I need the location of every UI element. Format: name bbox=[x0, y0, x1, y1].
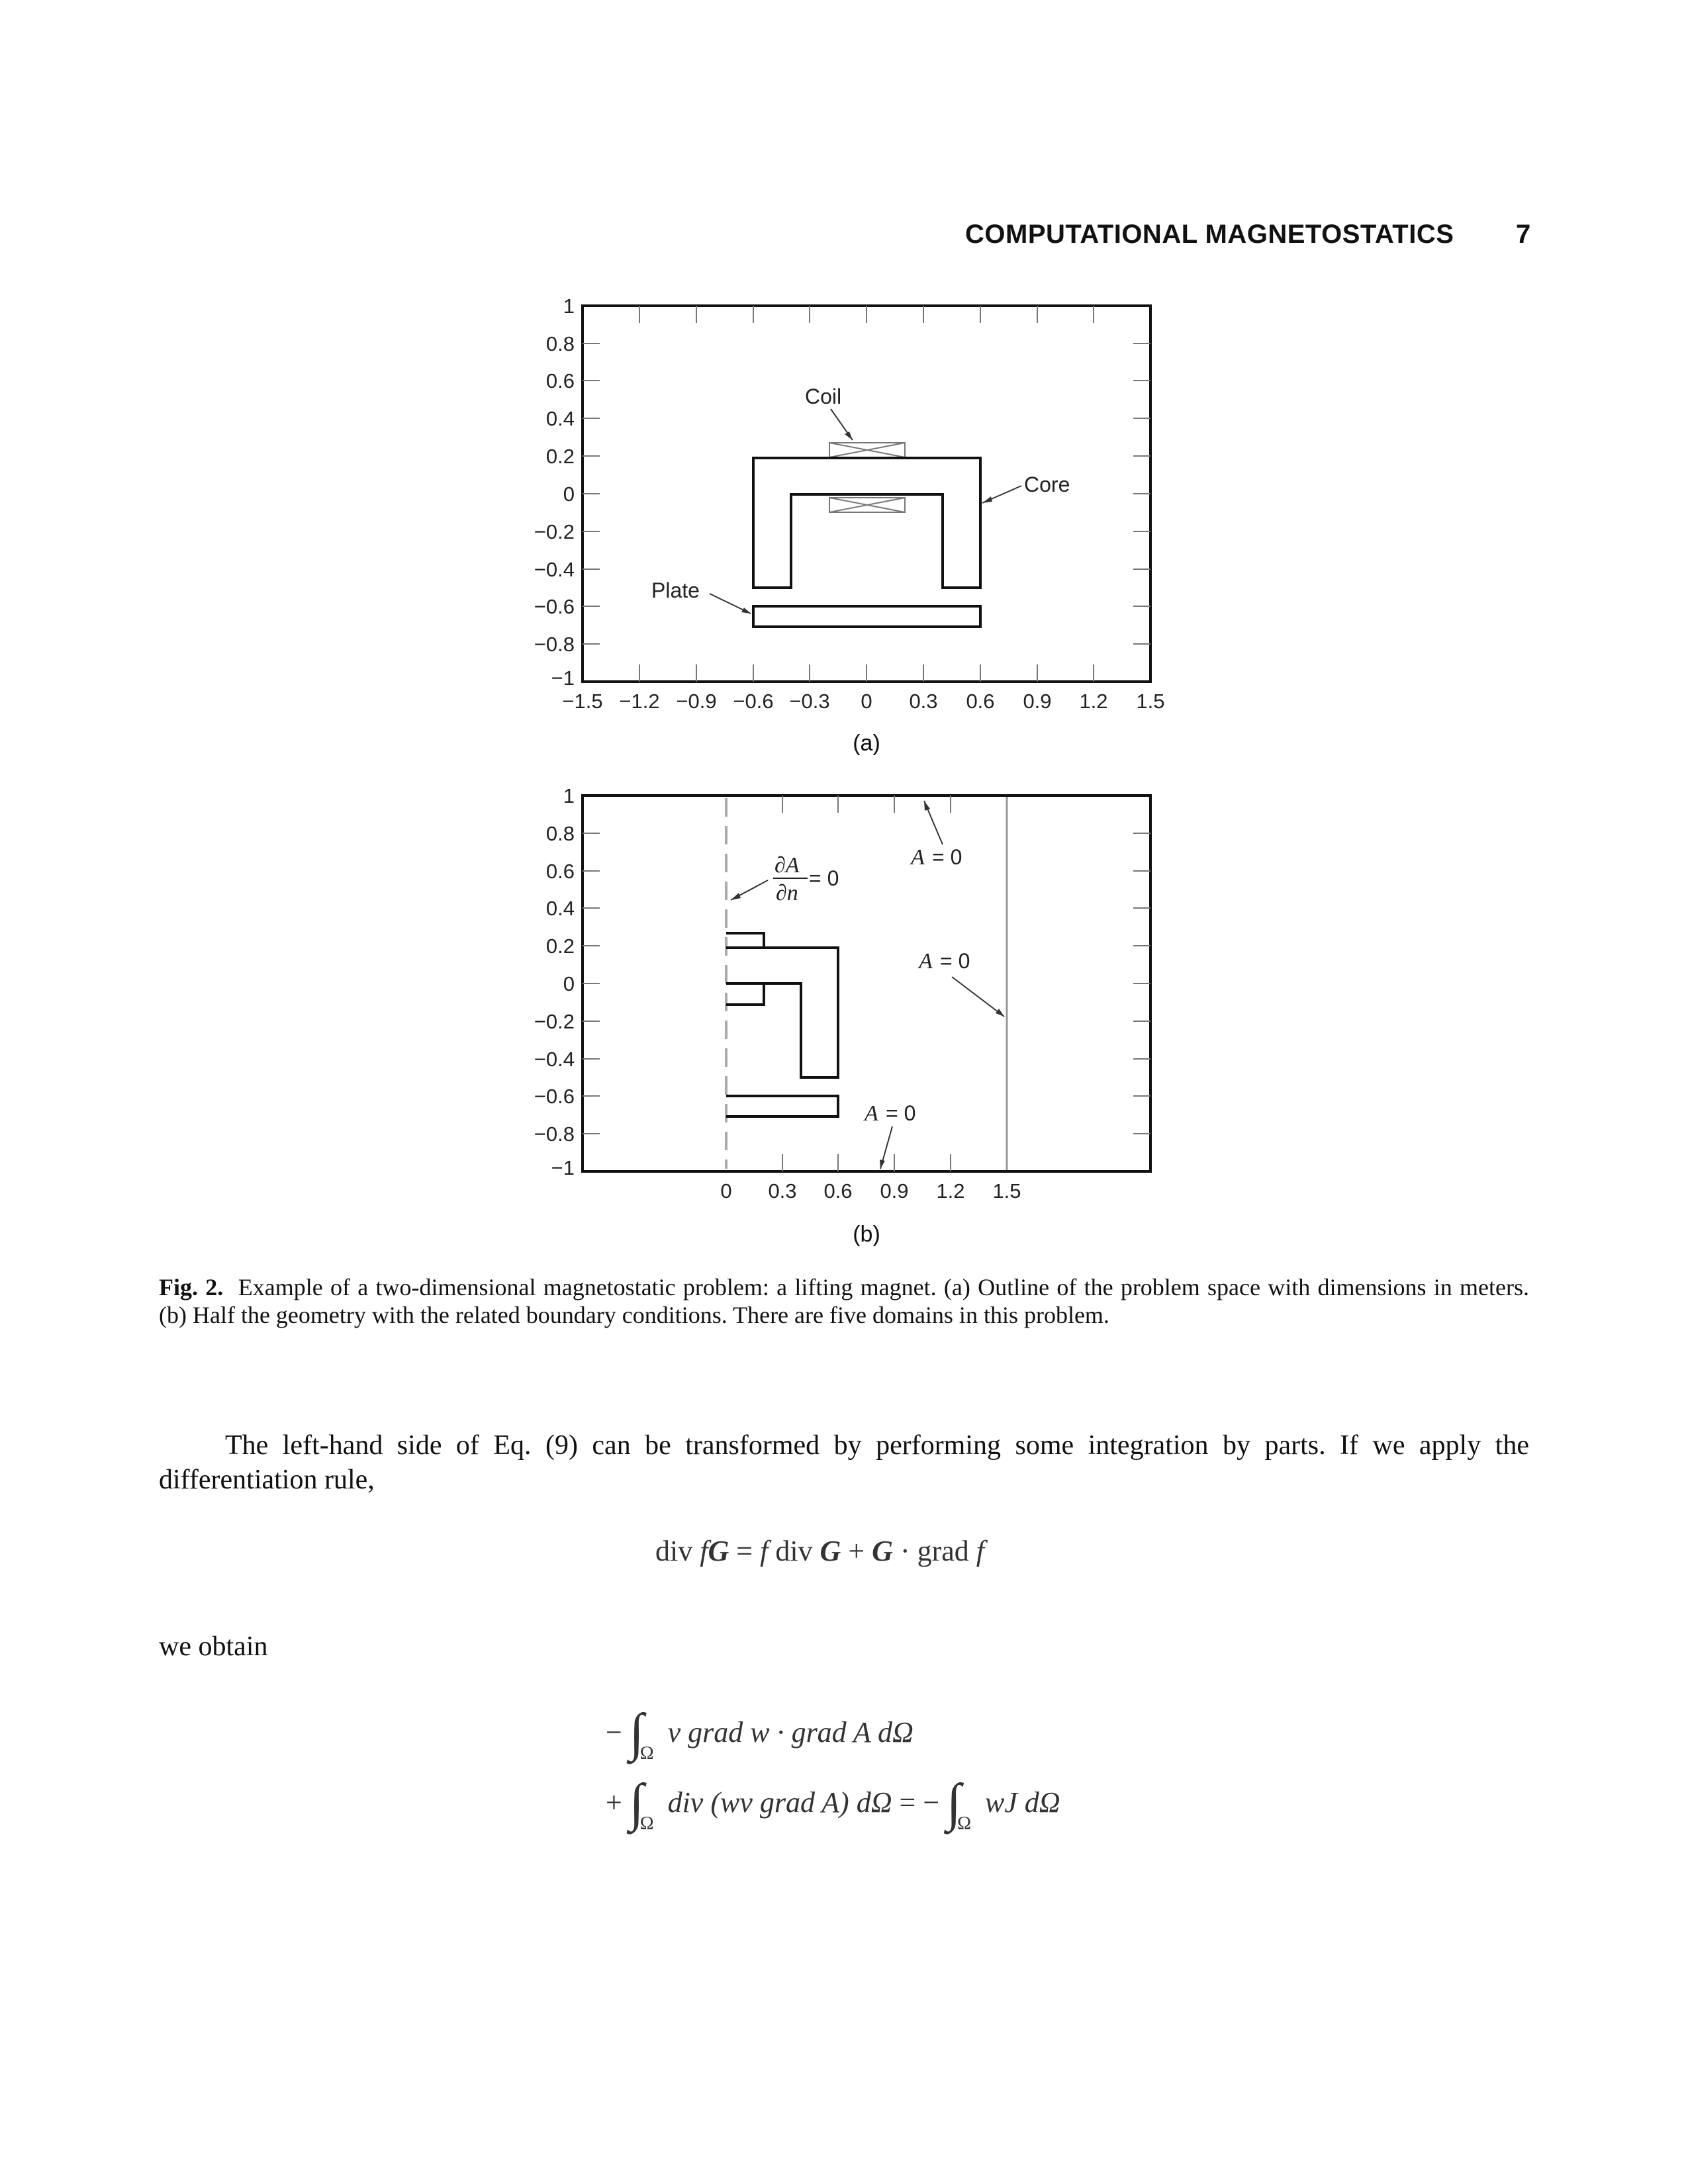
eq-token: = bbox=[736, 1535, 753, 1567]
dA-dn-denominator: ∂n bbox=[776, 881, 798, 905]
eq-token: div bbox=[655, 1535, 693, 1567]
a-zero-right-eq: = 0 bbox=[940, 949, 970, 973]
eq-token: G bbox=[820, 1535, 841, 1567]
y-tick-label: 1 bbox=[563, 295, 575, 318]
x-tick-label: 1.2 bbox=[936, 1179, 965, 1203]
a-zero-top-var: A bbox=[911, 845, 925, 870]
panel-a-label: (a) bbox=[853, 731, 880, 756]
y-tick-label: 0.4 bbox=[545, 897, 575, 920]
x-tick-label: 1.5 bbox=[1136, 690, 1165, 713]
integral-sign: ∫ bbox=[629, 1704, 644, 1762]
figure-caption bbox=[159, 1273, 1529, 1329]
integral-sign: ∫ bbox=[629, 1774, 644, 1832]
eq-token: + bbox=[606, 1786, 622, 1819]
x-tick-label: 0 bbox=[861, 690, 872, 713]
y-tick-label: 0.4 bbox=[545, 407, 575, 430]
y-tick-label: −0.8 bbox=[534, 633, 575, 656]
x-tick-label: 0.6 bbox=[966, 690, 995, 713]
integral-domain: Ω bbox=[639, 1813, 654, 1835]
eq-token: div bbox=[775, 1535, 813, 1567]
eq-token: f bbox=[976, 1535, 985, 1567]
x-tick-label: −1.5 bbox=[562, 690, 603, 713]
running-header-title: COMPUTATIONAL MAGNETOSTATICS bbox=[965, 220, 1454, 249]
y-tick-label: 0.8 bbox=[545, 332, 575, 355]
y-tick-label: 1 bbox=[563, 784, 575, 807]
equation-integral-line-2 bbox=[606, 1774, 1060, 1835]
eq-token: · bbox=[900, 1535, 910, 1567]
y-ticks-b bbox=[583, 833, 1150, 1134]
body-paragraph-2: we obtain bbox=[159, 1631, 268, 1662]
x-tick-label: 0 bbox=[720, 1179, 732, 1203]
eq-token: + bbox=[848, 1535, 865, 1567]
integral-domain: Ω bbox=[957, 1813, 971, 1835]
coil-half-lower bbox=[726, 983, 764, 1005]
caption-label: Fig. 2. bbox=[159, 1274, 224, 1300]
integral-sign: ∫ bbox=[947, 1774, 962, 1832]
equation-integral-line-1 bbox=[606, 1704, 914, 1764]
x-tick-label: −0.3 bbox=[789, 690, 830, 713]
y-tick-label: −0.4 bbox=[534, 558, 575, 581]
a-zero-right-arrow bbox=[952, 977, 1004, 1017]
x-tick-label: 0.6 bbox=[823, 1179, 853, 1203]
caption-text: Example of a two-dimensional magnetostatic problem: a lifting magnet. (a) Outline of the problem space with dimensions in meters. (b) Half the geometry with the related boundary conditions. There are five domains in this problem. bbox=[159, 1274, 1530, 1328]
x-tick-label: 1.2 bbox=[1079, 690, 1108, 713]
eq-token: v grad w · grad A dΩ bbox=[667, 1716, 914, 1749]
core-half-shape bbox=[726, 948, 838, 1077]
x-tick-label: −0.9 bbox=[676, 690, 717, 713]
body-paragraph-1: The left-hand side of Eq. (9) can be transformed by performing some integration by parts. If we apply the differentiation rule, bbox=[159, 1430, 1529, 1495]
y-tick-label: −0.2 bbox=[534, 520, 575, 543]
eq-token: f bbox=[700, 1535, 708, 1567]
y-tick-label: −0.6 bbox=[534, 1085, 575, 1108]
eq-token: f bbox=[760, 1535, 769, 1567]
y-tick-label: −0.2 bbox=[534, 1010, 575, 1033]
x-tick-label: 0.3 bbox=[909, 690, 938, 713]
y-tick-label: 0.2 bbox=[545, 445, 575, 468]
eq-token: wJ dΩ bbox=[984, 1786, 1060, 1819]
eq-token: G bbox=[708, 1535, 729, 1567]
eq-token: div (wv grad A) dΩ bbox=[667, 1786, 892, 1819]
y-tick-label: 0 bbox=[563, 482, 575, 506]
eq-token: − bbox=[606, 1716, 622, 1749]
coil-half-upper bbox=[726, 933, 764, 948]
y-tick-label: −1 bbox=[551, 1156, 575, 1179]
page-number: 7 bbox=[1516, 220, 1531, 249]
y-tick-label: 0.6 bbox=[545, 860, 575, 883]
x-tick-label: 0.3 bbox=[768, 1179, 797, 1203]
y-tick-label: −1 bbox=[551, 666, 575, 690]
y-tick-label: −0.6 bbox=[534, 595, 575, 618]
coil-label: Coil bbox=[805, 385, 842, 408]
core-label: Core bbox=[1024, 473, 1070, 496]
x-tick-label: 0.9 bbox=[1023, 690, 1052, 713]
a-zero-top-eq: = 0 bbox=[932, 845, 962, 869]
x-tick-labels-b bbox=[720, 1179, 1021, 1203]
y-tick-label: 0.8 bbox=[545, 822, 575, 845]
eq-token: = − bbox=[899, 1786, 940, 1819]
x-tick-label: 1.5 bbox=[992, 1179, 1021, 1203]
y-tick-label: −0.8 bbox=[534, 1122, 575, 1146]
y-tick-label: 0.6 bbox=[545, 369, 575, 392]
plate-half-shape bbox=[726, 1096, 838, 1116]
dA-dn-equals-zero: = 0 bbox=[809, 866, 839, 890]
dA-dn-numerator: ∂A bbox=[774, 853, 800, 878]
equation-differentiation-rule bbox=[655, 1534, 984, 1568]
y-tick-labels-b bbox=[534, 784, 575, 1179]
a-zero-right-var: A bbox=[919, 949, 933, 974]
integral-domain: Ω bbox=[639, 1743, 654, 1764]
y-tick-label: 0 bbox=[563, 972, 575, 995]
panel-b-label: (b) bbox=[853, 1222, 880, 1247]
a-zero-bottom-var: A bbox=[865, 1101, 878, 1126]
y-tick-label: −0.4 bbox=[534, 1048, 575, 1071]
x-tick-label: −0.6 bbox=[733, 690, 774, 713]
eq-token: G bbox=[872, 1535, 893, 1567]
x-tick-label: 0.9 bbox=[880, 1179, 909, 1203]
plate-label: Plate bbox=[651, 578, 700, 602]
y-tick-label: 0.2 bbox=[545, 934, 575, 958]
a-zero-bottom-eq: = 0 bbox=[886, 1101, 916, 1125]
x-tick-label: −1.2 bbox=[619, 690, 660, 713]
eq-token: grad bbox=[917, 1535, 969, 1567]
